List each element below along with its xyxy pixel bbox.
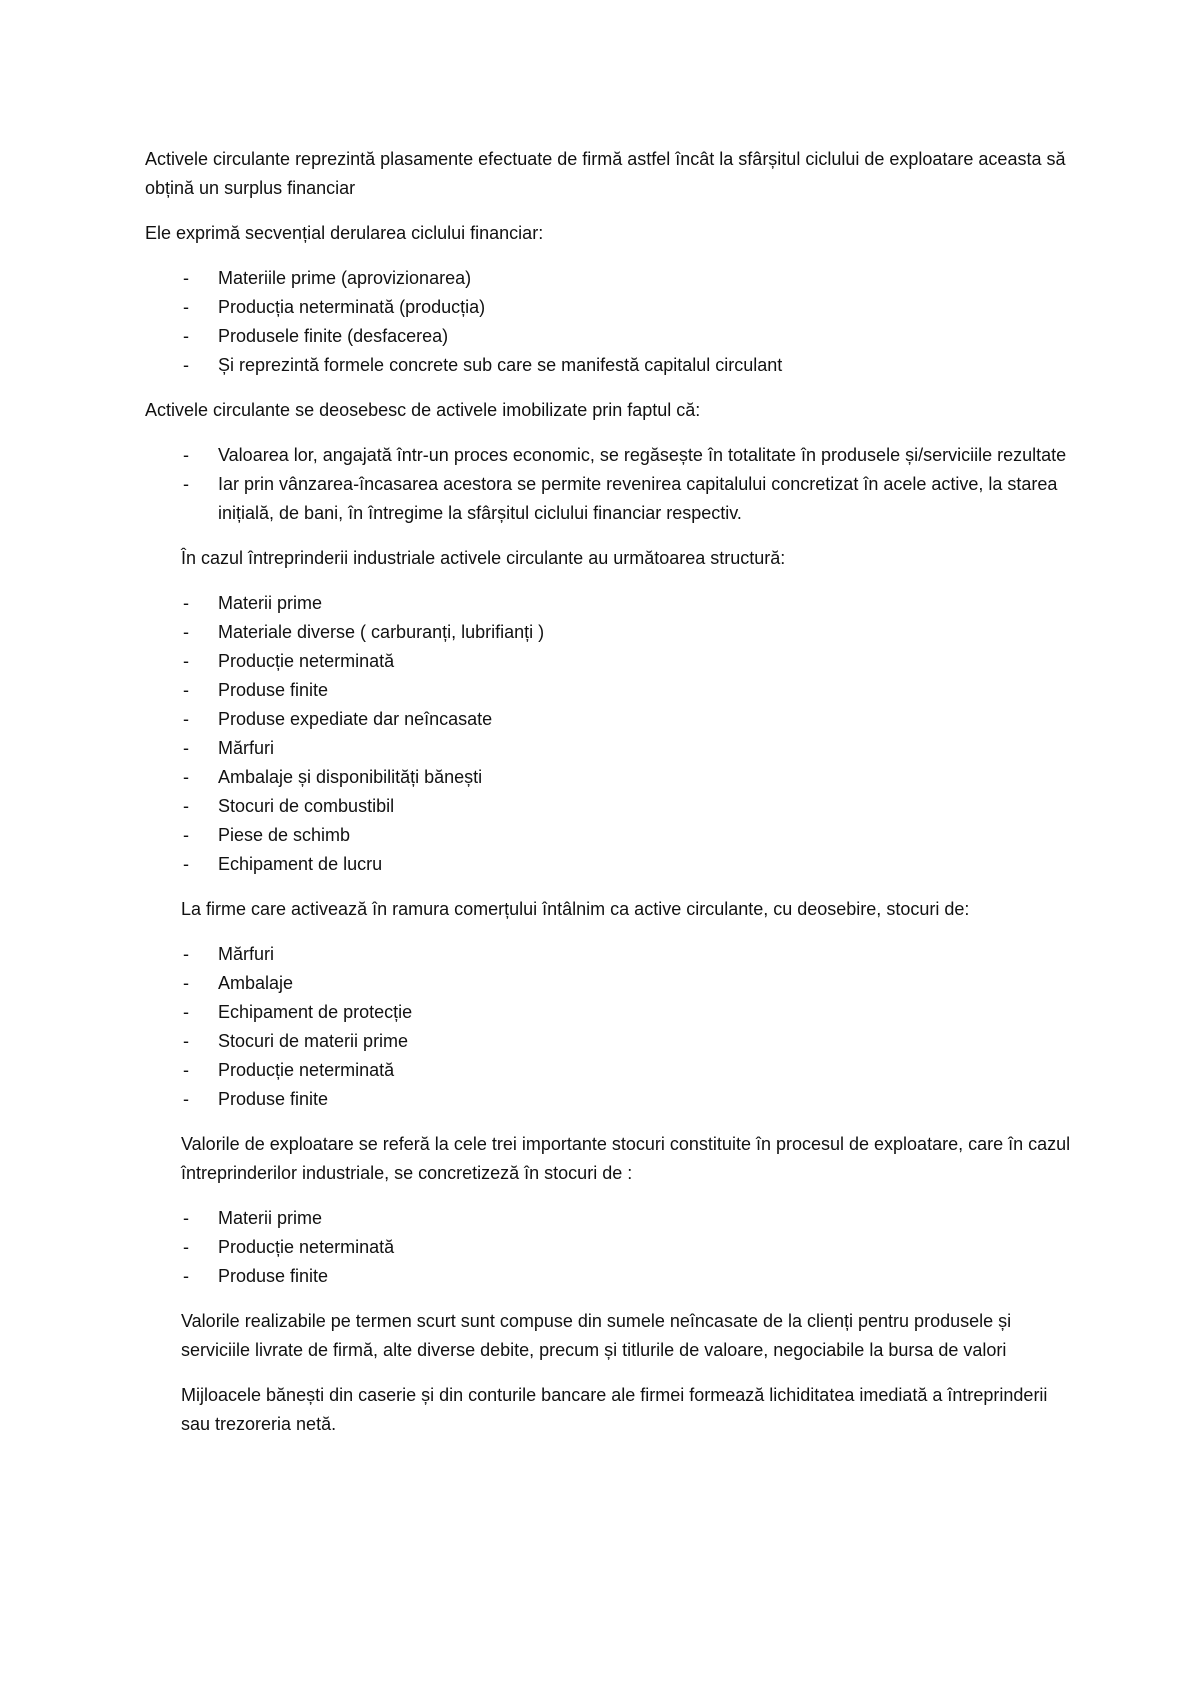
list-item: [145, 1262, 1075, 1291]
list-bullet: -: [183, 474, 189, 494]
list-financial-cycle: [145, 264, 1075, 380]
list-bullet: -: [183, 445, 189, 465]
list-differences: [145, 441, 1075, 528]
list-bullet: -: [183, 1031, 189, 1051]
list-item-text: Stocuri de combustibil: [218, 796, 395, 816]
list-industrial-structure: [145, 589, 1075, 879]
list-bullet: -: [183, 825, 189, 845]
list-item-text: Materiale diverse ( carburanți, lubrifianți ): [218, 622, 545, 642]
list-item-text: Iar prin vânzarea-încasarea acestora se permite revenirea capitalului concretizat în acele active, la starea inițială, de bani, în întregime la sfârșitul ciclului financiar respectiv.: [218, 474, 1058, 523]
list-bullet: -: [183, 297, 189, 317]
list-item: [145, 322, 1075, 351]
list-item-text: Produse finite: [218, 1089, 329, 1109]
list-item: [145, 705, 1075, 734]
list-bullet: -: [183, 1208, 189, 1228]
paragraph-industrial-structure: În cazul întreprinderii industriale activele circulante au următoarea structură:: [181, 548, 786, 568]
list-item-text: Materiile prime (aprovizionarea): [218, 268, 472, 288]
list-item-text: Ambalaje și disponibilități bănești: [218, 767, 483, 787]
list-bullet: -: [183, 326, 189, 346]
list-bullet: -: [183, 1060, 189, 1080]
list-bullet: -: [183, 944, 189, 964]
list-exploitation-stocks: [145, 1204, 1075, 1291]
list-item-text: Mărfuri: [218, 944, 275, 964]
list-item: [145, 940, 1075, 969]
list-item: [145, 1204, 1075, 1233]
list-item-text: Produsele finite (desfacerea): [218, 326, 449, 346]
list-item-text: Echipament de protecție: [218, 1002, 413, 1022]
list-item-text: Producție neterminată: [218, 1060, 395, 1080]
list-bullet: -: [183, 680, 189, 700]
list-item-text: Piese de schimb: [218, 825, 351, 845]
list-item-text: Produse expediate dar neîncasate: [218, 709, 493, 729]
paragraph-difference: Activele circulante se deosebesc de activele imobilizate prin faptul că:: [145, 400, 701, 420]
list-item: [145, 1233, 1075, 1262]
list-item-text: Produse finite: [218, 1266, 329, 1286]
list-bullet: -: [183, 268, 189, 288]
list-bullet: -: [183, 767, 189, 787]
list-item-text: Și reprezintă formele concrete sub care se manifestă capitalul circulant: [218, 355, 783, 375]
paragraph-exploitation-values: Valorile de exploatare se referă la cele trei importante stocuri constituite în procesul de exploatare, care în cazul întreprinderilor industriale, se concretizeză în stocuri de :: [181, 1134, 1071, 1183]
list-item-text: Echipament de lucru: [218, 854, 383, 874]
list-item: [145, 264, 1075, 293]
document-body: [145, 145, 1075, 1455]
list-bullet: -: [183, 1237, 189, 1257]
list-bullet: -: [183, 355, 189, 375]
paragraph-commerce: La firme care activează în ramura comerțului întâlnim ca active circulante, cu deosebire, stocuri de:: [181, 899, 970, 919]
list-item: [145, 589, 1075, 618]
list-item: [145, 969, 1075, 998]
list-item-text: Ambalaje: [218, 973, 294, 993]
list-item: [145, 998, 1075, 1027]
list-item: [145, 821, 1075, 850]
list-item-text: Materii prime: [218, 1208, 323, 1228]
list-item: [145, 647, 1075, 676]
paragraph-sequence: Ele exprimă secvențial derularea ciclului financiar:: [145, 223, 544, 243]
list-item: [145, 734, 1075, 763]
list-bullet: -: [183, 738, 189, 758]
list-item-text: Producție neterminată: [218, 651, 395, 671]
list-bullet: -: [183, 854, 189, 874]
list-item: [145, 618, 1075, 647]
list-item-text: Producție neterminată: [218, 1237, 395, 1257]
list-bullet: -: [183, 593, 189, 613]
list-item: [145, 293, 1075, 322]
list-item-text: Producția neterminată (producția): [218, 297, 486, 317]
paragraph-cash: Mijloacele bănești din caserie și din conturile bancare ale firmei formează lichiditatea imediată a întreprinderii sau trezoreria netă.: [181, 1385, 1048, 1434]
list-bullet: -: [183, 973, 189, 993]
list-commerce-stocks: [145, 940, 1075, 1114]
list-item-text: Stocuri de materii prime: [218, 1031, 409, 1051]
list-item: [145, 792, 1075, 821]
list-bullet: -: [183, 1002, 189, 1022]
list-item: [145, 470, 1075, 528]
list-item: [145, 351, 1075, 380]
list-item-text: Mărfuri: [218, 738, 275, 758]
list-item: [145, 1085, 1075, 1114]
list-item-text: Valoarea lor, angajată într-un proces economic, se regăsește în totalitate în produsele și/serviciile rezultate: [218, 445, 1067, 465]
list-item: [145, 1027, 1075, 1056]
list-item: [145, 850, 1075, 879]
list-bullet: -: [183, 651, 189, 671]
list-item: [145, 763, 1075, 792]
list-bullet: -: [183, 1089, 189, 1109]
list-bullet: -: [183, 1266, 189, 1286]
list-bullet: -: [183, 709, 189, 729]
list-bullet: -: [183, 622, 189, 642]
list-item-text: Produse finite: [218, 680, 329, 700]
list-item-text: Materii prime: [218, 593, 323, 613]
paragraph-short-term-values: Valorile realizabile pe termen scurt sunt compuse din sumele neîncasate de la clienți pentru produsele și serviciile livrate de firmă, alte diverse debite, precum și titlurile de valoare, negociabile la bursa de valori: [181, 1311, 1012, 1360]
list-bullet: -: [183, 796, 189, 816]
list-item: [145, 1056, 1075, 1085]
paragraph-intro: Activele circulante reprezintă plasamente efectuate de firmă astfel încât la sfârșitul ciclului de exploatare aceasta să obțină un surplus financiar: [145, 149, 1066, 198]
list-item: [145, 441, 1075, 470]
list-item: [145, 676, 1075, 705]
